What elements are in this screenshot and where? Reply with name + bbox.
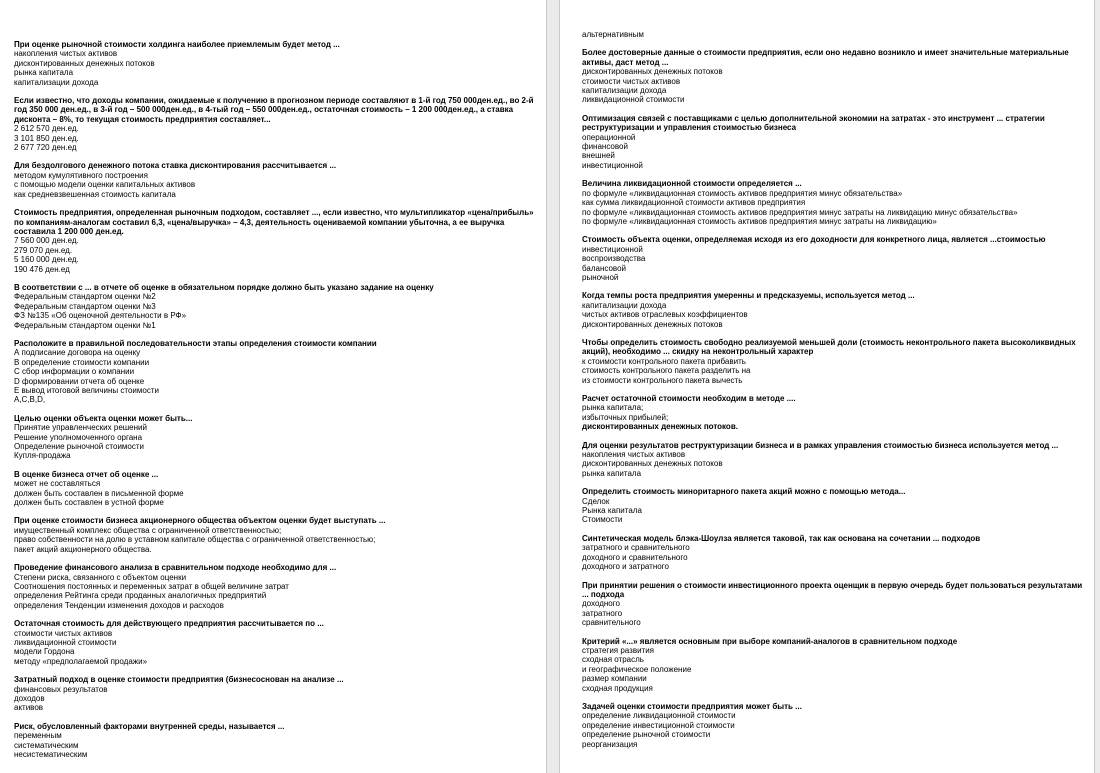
answer-option: по формуле «ликвидационная стоимость активов предприятия минус затраты на ликвидацию» [582,216,937,226]
answer-option: должен быть составлен в устной форме [14,498,164,508]
answer-option: чистых активов отраслевых коэффициентов [582,310,748,320]
answer-option: А подписание договора на оценку [14,348,141,358]
answer-option: рынка капитала [14,68,74,78]
answer-option: 5 160 000 ден.ед. [14,255,79,265]
question-block [582,637,1086,693]
answer-option: определение инвестиционной стоимости [582,720,735,730]
question-text: Определить стоимость миноритарного пакета акций можно с помощью метода... [582,487,906,497]
question-text: Оптимизация связей с поставщиками с целью дополнительной экономии на затратах - это инструмент ... стратегии реструктуризации и управления стоимостью бизнеса [582,113,1045,133]
answer-option: дисконтированных денежных потоков [582,319,723,329]
question-text: Величина ликвидационной стоимости определяется ... [582,179,802,189]
question-block [582,338,1086,385]
page-right-content [560,0,1094,749]
answer-option: стоимость контрольного пакета разделить на [582,366,751,376]
answer-option: Федеральным стандартом оценки №1 [14,320,156,330]
question-text: Более достоверные данные о стоимости предприятия, если оно недавно возникло и имеет значительные материальные активы, даст метод ... [582,48,1069,67]
answer-option: A,C,B,D, [14,395,46,405]
answer-option: несистематическим [14,750,88,759]
question-block [14,722,534,760]
answer-option: ликвидационной стоимости [582,95,685,105]
answer-option: внешней [582,151,615,161]
question-text: Для бездолгового денежного потока ставка дисконтирования рассчитывается ... [14,161,337,171]
answer-option: 190 476 ден.ед [14,264,70,274]
answer-option: может не составляться [14,479,101,489]
question-block [14,339,534,405]
answer-option: затратного и сравнительного [582,543,690,553]
question-text: Остаточная стоимость для действующего предприятия рассчитывается по ... [14,619,324,629]
answer-option: переменным [14,731,62,741]
question-text: Для оценки результатов реструктуризации бизнеса и в рамках управления стоимостью бизнеса используется метод ... [582,440,1059,450]
answer-option: систематическим [14,740,79,750]
question-block [14,40,534,87]
answer-option: финансовой [582,142,628,152]
answer-option: как сумма ликвидационной стоимости активов предприятия [582,198,806,208]
answer-option: 279 070 ден.ед. [14,245,73,255]
answer-option: капитализации дохода [14,77,99,87]
question-text: При оценке рыночной стоимости холдинга наиболее приемлемым будет метод ... [14,40,340,49]
question-block [582,30,1086,39]
question-text: Проведение финансового анализа в сравнительном подходе необходимо для ... [14,563,337,573]
answer-option: стоимости чистых активов [582,76,681,86]
answer-option: реорганизация [582,739,638,749]
question-block [14,161,534,199]
answer-option: размер компании [582,674,647,684]
answer-option: Сделок [582,496,610,506]
answer-option: 2 612 570 ден.ед. [14,124,79,134]
answer-option: воспроизводства [582,254,646,264]
question-block [582,441,1086,479]
answer-option: операционной [582,132,636,142]
question-block [14,619,534,666]
answer-option: балансовой [582,263,626,273]
answer-option: ликвидационной стоимости [14,637,117,647]
page-gutter [546,0,560,773]
question-text: В соответствии с ... в отчете об оценке в обязательном порядке должно быть указано задание на оценку [14,282,434,292]
question-block [582,179,1086,226]
answer-option: определения Тенденции изменения доходов и расходов [14,600,224,610]
question-text: Расположите в правильной последовательности этапы определения стоимости компании [14,338,377,348]
question-block [582,534,1086,572]
question-block [14,96,534,152]
question-block [582,702,1086,749]
question-text: Стоимость объекта оценки, определяемая исходя из его доходности для конкретного лица, является ...стоимостью [582,235,1046,245]
question-block [14,675,534,713]
answer-option: определение рыночной стоимости [582,730,711,740]
answer-option: определения Рейтинга среди проданных аналогичных предприятий [14,591,267,601]
answer-option: Е вывод итоговой величины стоимости [14,386,159,395]
question-block [582,394,1086,432]
answer-option: дисконтированных денежных потоков [582,67,723,77]
answer-option: ФЗ №135 «Об оценочной деятельности в РФ» [14,311,187,321]
answer-option: финансовых результатов [14,684,108,694]
answer-option: альтернативным [582,30,644,39]
answer-option: Купля-продажа [14,451,71,461]
question-text: Расчет остаточной стоимости необходим в методе .... [582,394,796,403]
answer-option: дисконтированных денежных потоков. [582,422,738,432]
answer-option: Определение рыночной стоимости [14,442,144,452]
answer-option: стратегия развития [582,645,655,655]
answer-option: D формировании отчета об оценке [14,376,145,386]
answer-option: рыночной [582,272,619,282]
question-block [582,114,1086,170]
question-block [582,487,1086,525]
question-text: Задачей оценки стоимости предприятия может быть ... [582,701,802,711]
page-left-content [0,0,546,759]
question-block [14,414,534,461]
question-text: При принятии решения о стоимости инвестиционного проекта оценщик в первую очередь будет пользоваться результатами ... подхода [582,580,1083,599]
answer-option: методу «предполагаемой продажи» [14,656,148,666]
answer-option: 3 101 850 ден.ед. [14,133,79,143]
answer-option: избыточных прибылей; [582,412,669,422]
answer-option: с помощью модели оценки капитальных активов [14,180,196,190]
answer-option: 7 560 000 ден.ед. [14,236,79,246]
question-text: Целью оценки объекта оценки может быть... [14,413,193,423]
answer-option: дисконтированных денежных потоков [14,58,155,68]
question-text: Синтетическая модель блэка-Шоулза является таковой, так как основана на сочетании ... подходов [582,533,981,543]
question-text: Если известно, что доходы компании, ожидаемые к получению в прогнозном периоде составляют в 1-й год 750 000ден.ед., во 2-й год 350 000 ден.ед., в 3-й год – 500 000ден.ед., в 4-тый год – 550 000ден.ед., остаточная стоимость – 1 200 000ден.ед., а ставка дисконта – 8%, то текущая стоимость предприятия составляет... [14,96,534,124]
answer-option: инвестиционной [582,244,643,254]
answer-option: определение ликвидационной стоимости [582,711,736,721]
answer-option: рынка капитала [582,468,642,478]
answer-option: капитализации дохода [582,86,667,96]
answer-option: стоимости чистых активов [14,628,113,638]
answer-option: 2 677 720 ден.ед [14,143,77,153]
question-text: Чтобы определить стоимость свободно реализуемой меньшей доли (стоимость неконтрольного пакета высоколиквидных акций), необходимо ... скидку на неконтрольный характер [582,337,1076,357]
answer-option: рынка капитала; [582,403,644,413]
answer-option: Решение уполномоченного органа [14,432,143,442]
question-text: При оценке стоимости бизнеса акционерного общества объектом оценки будет выступать ... [14,516,386,526]
answer-option: по формуле «ликвидационная стоимость активов предприятия минус обязательства» [582,188,903,198]
question-text: Критерий «...» является основным при выборе компаний-аналогов в сравнительном подходе [582,636,958,646]
page-edge-right [1094,0,1100,773]
answer-option: В определение стоимости компании [14,357,150,367]
answer-option: методом кумулятивного построения [14,170,148,180]
answer-option: Соотношения постоянных и переменных затрат в общей величине затрат [14,581,289,591]
answer-option: сравнительного [582,618,641,628]
question-text: В оценке бизнеса отчет об оценке ... [14,469,159,479]
question-text: Стоимость предприятия, определенная рыночным подходом, составляет ..., если известно, что мультипликатор «цена/прибыль» по компаниям-аналогам составил 6,3, «цена/выручка» – 4,3, деятельность оцениваемой компании убыточна, а ее выручка составила 1 200 000 ден.ед. [14,208,534,236]
question-block [14,283,534,330]
question-block [582,235,1086,282]
answer-option: накопления чистых активов [14,49,118,59]
answer-option: должен быть составлен в письменной форме [14,488,184,498]
answer-option: затратного [582,608,623,618]
answer-option: Рынка капитала [582,506,642,516]
question-block [14,208,534,274]
answer-option: право собственности на долю в уставном капитале общества с ограниченной ответственностью; [14,535,376,545]
question-block [582,581,1086,628]
answer-option: сходная отрасль [582,655,644,665]
question-block [14,516,534,554]
answer-option: пакет акций акционерного общества. [14,544,152,554]
question-block [14,470,534,508]
answer-option: капитализации дохода [582,300,667,310]
question-text: Когда темпы роста предприятия умеренны и предсказуемы, используется метод ... [582,291,915,301]
answer-option: модели Гордона [14,647,75,657]
answer-option: Федеральным стандартом оценки №2 [14,292,156,302]
question-block [14,563,534,610]
question-block [582,291,1086,329]
answer-option: к стоимости контрольного пакета прибавить [582,356,746,366]
answer-option: Степени риска, связанного с объектом оценки [14,572,187,582]
answer-option: по формуле «ликвидационная стоимость активов предприятия минус затраты на ликвидацию минус обязательства» [582,207,1018,217]
answer-option: инвестиционной [582,160,643,170]
answer-option: доходов [14,693,45,703]
answer-option: доходного и сравнительного [582,552,688,562]
answer-option: активов [14,703,44,713]
page-left [0,0,546,773]
question-text: Риск, обусловленный факторами внутренней среды, называется ... [14,721,285,731]
answer-option: накопления чистых активов [582,450,686,460]
answer-option: С сбор информации о компании [14,367,135,377]
answer-option: доходного и затратного [582,562,669,572]
answer-option: имущественный комплекс общества с ограниченной ответственностью; [14,525,282,535]
page-right [560,0,1094,773]
answer-option: Принятие управленческих решений [14,423,147,433]
answer-option: и географическое положение [582,664,692,674]
answer-option: как средневзвешенная стоимость капитала [14,189,176,199]
answer-option: из стоимости контрольного пакета вычесть [582,375,743,385]
answer-option: сходная продукция [582,683,653,693]
question-text: Затратный подход в оценке стоимости предприятия (бизнесоснован на анализе ... [14,675,344,685]
answer-option: Федеральным стандартом оценки №3 [14,301,156,311]
answer-option: дисконтированных денежных потоков [582,459,723,469]
answer-option: Стоимости [582,515,623,525]
question-block [582,48,1086,104]
answer-option: доходного [582,599,620,609]
